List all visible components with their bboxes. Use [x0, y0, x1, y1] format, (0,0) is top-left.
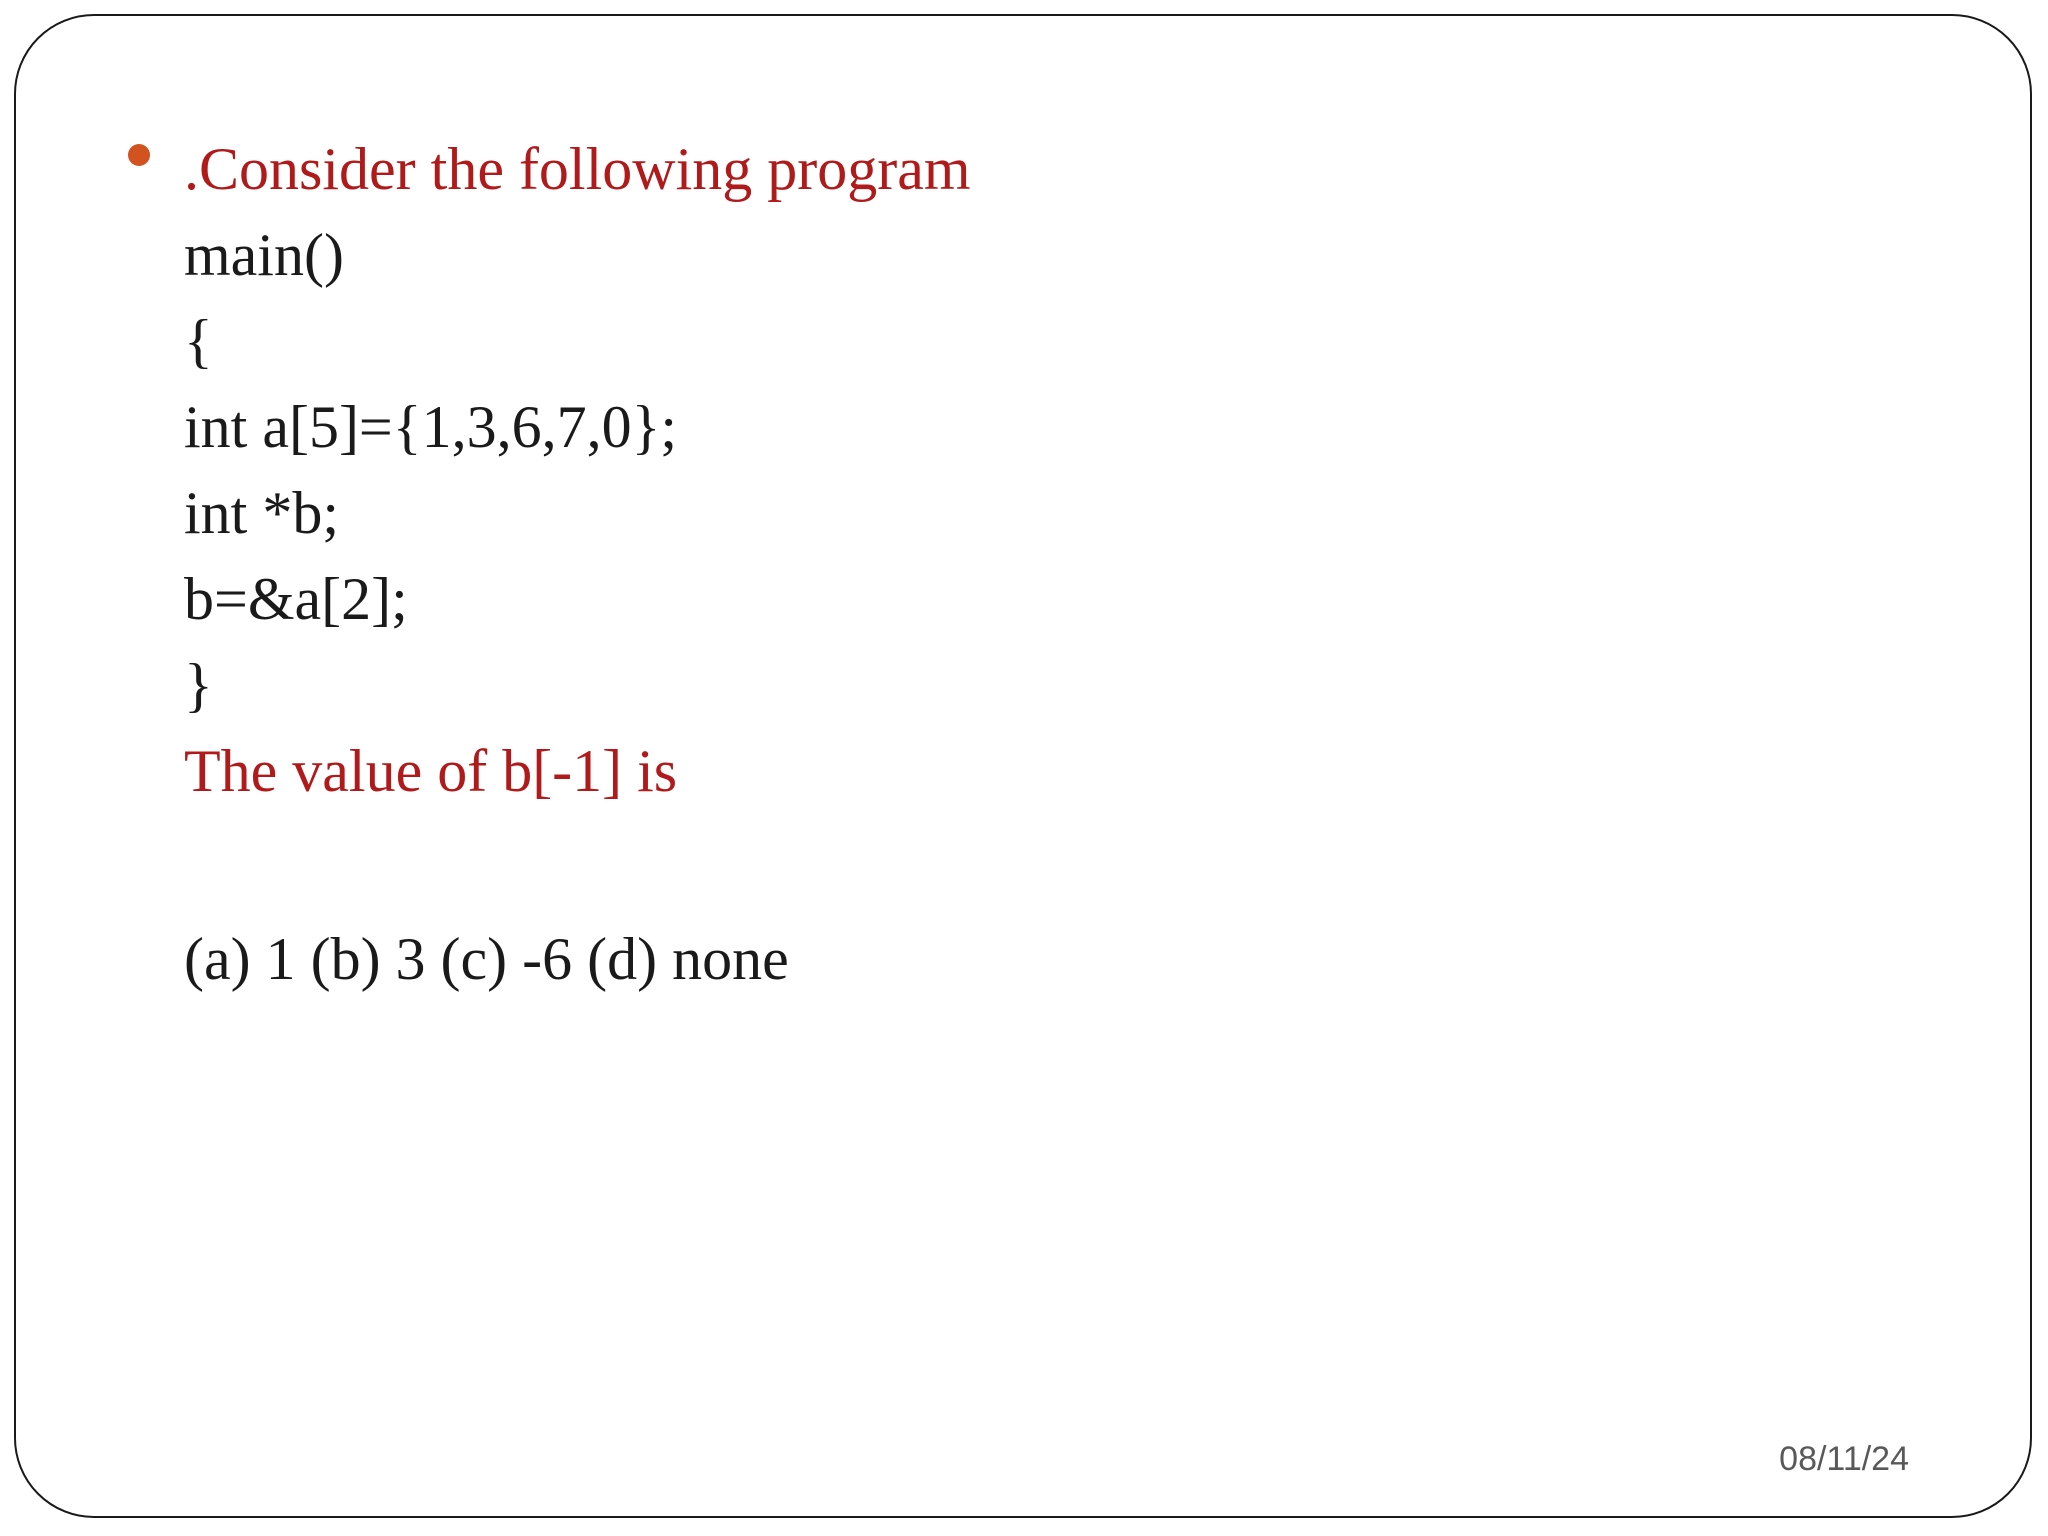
code-line: int a[5]={1,3,6,7,0};	[184, 394, 678, 460]
code-line: main()	[184, 222, 344, 288]
slide	[14, 14, 2032, 1518]
code-line: {	[184, 308, 213, 374]
answer-options: (a) 1 (b) 3 (c) -6 (d) none	[184, 926, 789, 992]
slide-date: 08/11/24	[1779, 1440, 1909, 1478]
code-line: }	[184, 652, 213, 718]
code-line: b=&a[2];	[184, 566, 408, 632]
question-heading: .Consider the following program	[184, 136, 971, 202]
question-text: The value of b[-1] is	[184, 738, 678, 804]
code-line: int *b;	[184, 480, 340, 546]
spacer	[184, 814, 971, 916]
slide-content	[184, 126, 971, 1002]
bullet-icon	[128, 144, 150, 166]
